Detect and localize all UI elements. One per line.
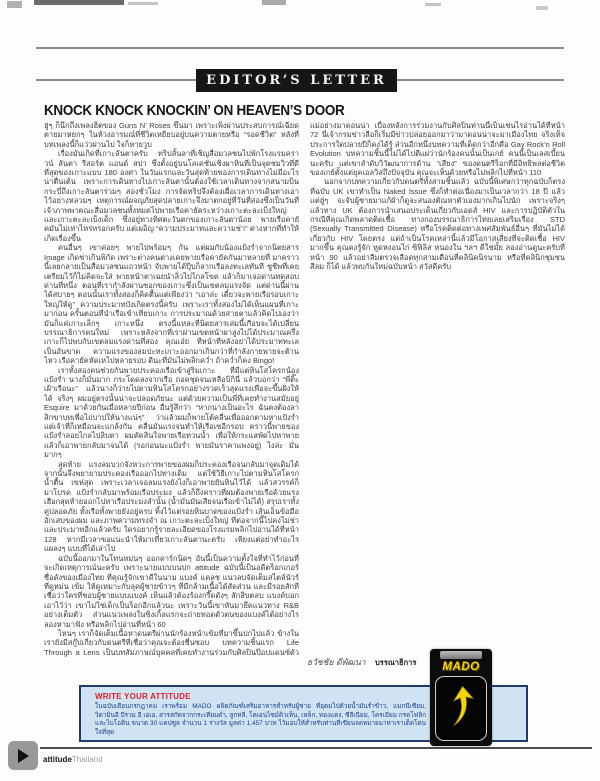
article-paragraph: คนอื่นๆ เขาค่อยๆ พายไปพร้อมๆ กัน แต่ผมกับน้องแป้งร่ำจากนิตยสาร Image เกิดช่าเกินพิกัด เพราะต่างคนต่างเคยพายเรือคายัคกันมาหลายที่ มาคราวนี้เลยกลายเป็นสื่อมวลชนแถวหน้า จับพายได้ปุ๊บก็ลากเรือลงทะเลทันที ชูชีพที่เคยเตรียมไว้ก็ไม่คิดจะใส่ พายหน้าตาเฉยนำลิ่วไปไกลโขด แล้วก็มาเจอด่านทดสอบด่านที่หนึ่ง ตอนที่เรากำลังผ่านซอกของเกาะซึ่งเป็นเขตลมแรงจัด แต่ด่านนี้ผ่านได้สบายๆ ตอนนั้นเราทั้งสองก็คิดตื้นแต่เพียงว่า “เอาล่ะ เดี๋ยวจะพายเรือรอบเกาะใหญ่ให้ดู” ความประมาทบังเกิดตรงนี้ครับ เพราะเราทั้งสองไม่ได้เห็นแผนที่เกาะมาก่อน ครั้นตอนที่นำเรือเข้าเทียบเกาะ การประมาณด้วยสายตาแล้วคิดไปเองว่ามันก็แค่เกาะเล็กๆ เกาะหนึ่ง ตรงนี้แหละที่นิตยสารเล่มนี้เกือบจะได้เปลี่ยนบรรณาธิการคนใหม่ เพราะหลังจากที่เราผ่านเขตหน้าผาสูงไปได้ประมาณครึ่งเกาะก็ไปพบกับเขตลมแรงด่านที่สอง คุณเอ๋ย ทีหน้าทีหลังอย่าได้ประมาททะเลเป็นอันขาด ความแรงของลมปะทะเกาะออกมาเกินกว่าที่กำลังกายพายจะต้านไหว เรือคายัคหัดเหไปหลายรอบ ดีนะที่มันไม่พลิกคว่ำ ถ้าคว่ำก็คง Bingo! [44, 243, 299, 366]
mado-arrow-panel [435, 676, 487, 741]
footer-brand-attitude: attitude [43, 755, 72, 764]
article-paragraph: สุดท้าย แรงลมบวกจังหวะการพายของผมก็ประคองเรือจนกลับมาจุดเดิมได้ จากนั้นจึงพยายามประคองเรือออกไปทางเดิม แต่ใช้วิธีเกาะไปตามหินโสโครกน้ำตื้น เขห่สุด เพราะเวลาเจอลมแรงยังไงก็เอาพายยันหินไว้ได้ แล้วสวรรค์ก็มาโปรด แป้งร่ำกลับมาพร้อมเรือประมง แล้วก็ถึงคราวที่ผมต้องพายเรือด้วยแรงเฮือกสุดท้ายออกไปหาเรือประมงลำนั้น (น้ำมันมันเสียจนเรือเข้าไม่ได้) สรุปเราทั้งคู่ปลอดภัย ทั้งเรือทั้งพายยังอยู่ครบ ทิ้งไว้แต่รอยหินบาดของแป้งร่ำ เส้นเอ็นข้อมืออักเสบของผม และภาพความทรงจำ ณ เกาะตะละเบ็งใหญ่ ที่ต่อจากนี้ไปคงไม่ช่าและประมาทอีกแล้วครับ ใครอยากรู้รายละเอียดของโรงแรมพลิกไปอ่านได้ที่หน้า 128 หากมีเวลาขอแนะนำให้มาเที่ยวเกาะลันตานะครับ เพียงแต่อย่าทำอะไรแผลงๆ แบบที่ได้เล่าไป [44, 459, 299, 554]
page-title: KNOCK KNOCK KNOCKIN’ ON HEAVEN’S DOOR [44, 101, 345, 119]
scan-smudge [425, 3, 441, 6]
article-paragraph: ฉบับนี้ออกมาในโทนหม่นๆ ออกดาร์กนิดๆ อันนี้เป็นความตั้งใจที่ทำไว้ก่อนที่จะเกิดเหตุการณ์นะครับ เพราะนายแบบบนปก attitude ฉบับนี้เป็นอดีตร็อกเกอร์ชื่อดังของเมืองไทย ที่คุณรู้จักเขาดีในนาม แบงค์ แคลช แนวลบจัดเต็มสไตล์นัวร์ ที่ดูหม่น เข้ม ให้ดูเหมาะกับลุคผู้ชายข้าวๆ ที่มีกล้ามเนื้อได้สัดส่วน และมีรอยสักที่เชื่อว่าใครที่ชอบผู้ชายแบบแบงค์ เห็นแล้วต้องร้องกรี๊ดดังๆ สักสิบตลบ แบงค์บอกเอาไว้ว่า เขาไม่ใช่เด็กเป็นร็อกอีกแล้วนะ เพราะวันนี้เขาหันมายึดแนวทาง R&B อย่างเต็มตัว ส่วนแนวเพลงในซิงเกิ้ลแรกจะถ่ายทอดตัวตนของแบงค์ได้อย่างไร ลองหามาฟัง หรือพลิกไปอ่านที่หน้า 60 [44, 553, 299, 629]
article-paragraph: เราทั้งสองคนช่วยกันพายประคองเรือเข้าสู่ริมเกาะ ที่มีแต่หินโสโครกน้องแป้งร่ำ นางก็มั่นมาก กระโดดลงจากเรือ ถอดชุดจนเหลือบิกินี่ แล้วบอกว่า “พี่ติ๊ะเฝ้าเรือนะ” แล้วนางก็ว่ายไปตามหินโสโครกอย่างรวดเร็วสุดแรงเพื่อจะขึ้นฝั่งให้ได้ จริงๆ ผมอยู่ตรงนั้นน่าจะปลอดภัยนะ แต่ด้วยความเป็นพี่ที่เคยทำงานสมัยอยู่ Esquire มาด้วยกันเมื่อหลายปีก่อน อื่นรู้สึกว่า “หากนางเป็นอะไร ฉันคงต้องลาสิกขาบทเพื่อไถ่บาปให้นางแน่ๆ” ว่าแล้วผมก็พายโต้คลื่นเพื่อออกตามหาแป้งร่ำ แต่เจ้าที่ก็เหมือนจะแกล้งกัน คลื่นมันแรงจนทำให้เรือเซอีกรอบ คราวนี้พายของแป้งร่ำลอยไกลไปลิบตา ผมตัดสินใจพายเรือทวนน้ำ เพื่อให้กระแสพัดไปหาพาย แล้วก็เอาพายกลับมาจนได้ (รอก่อนนะแป้งร่ำ พายมันราคาแพงอยู่) ไงล่ะ มั่นมากๆ [44, 365, 299, 460]
mado-cap [440, 651, 482, 659]
scan-smudge [536, 6, 548, 10]
article-body [44, 121, 565, 665]
scan-smudge [34, 0, 124, 5]
article-paragraph: เรื่องมันเกิดที่เกาะลันตาครับ ทริปลั้นลาที่เชิญสื่อมวลชนไปพักโรงแรมคราวน์ ลันตา รีสอร์ต แอนด์ สปา ซึ่งตั้งอยู่บนโลเคชั่นเชิงผาหินที่เป็นจุดชมวิวที่ดีที่สุดของเกาะแบบ 180 องศา ในวันแรกและวันสุดท้ายของการเดินทางไม่มีอะไรน่าตื่นเต้น เพราะการเดินทางไปเกาะลันตานั้นต้องใช้เวลาเดินทางจากสนามบินกระบี่ถึงเกาะลันตาร่วมๆ สองชั่วโมง การจัดทริปจึงต้องเผื่อเวลาการเดินทางเอาไว้อย่างหลวมๆ เหตุการณ์ผจญภัยสุดปลายเกาะจึงมาตกอยู่ที่วันที่สองซึ่งเป็นวันที่เจ้าภาพพาคณะสื่อมวลชนทั้งหมดไปพายเรือคายัคระหว่างเกาะตะละเบ็งใหญ่และเกาะตะละเบ็งเด็ก ซึ่งอยู่ทางทิศตะวันตกของเกาะลันตาน้อย พายเรือคายัคมันไม่เท่าไหร่หรอกครับ แต่เผอิญ “ความประมาทและความช่า” ต่างหากที่ทำให้เกิดเรื่องขึ้น [44, 149, 299, 243]
promo-heading: WRITE YOUR ATTITUDE [95, 692, 191, 701]
mado-brand-label: MADO [442, 661, 480, 673]
signature-title: บรรณาธิการ [375, 658, 417, 667]
section-banner [196, 69, 397, 92]
footer-brand-thailand: Thailand [71, 755, 103, 764]
promo-body: ในฉบับเดือนกรกฎาคม เราพร้อม MADO ผลิตภัณฑ์เสริมอาหารสำหรับผู้ชาย ที่อุดมไปด้วยน้ำมันรำข้าว, แมกนีเซียม, วิตามินอี บีรวม อี เอเอ, สารสกัดจากกระเทียมดำ, ลูกหลี, โคเอนไซม์คิวเท็น, เหล็ก, ทองแดง, ซีลีเนียม, โครเมียม กรดโฟลิก และไบโอติน ขนาด 30 แคปซูล จำนวน 1 รางวัล มูลค่า 1,457 บาท ไว้มอบให้สำหรับท่านที่เขียนจดหมายมาหาเราเด็ดโดนใจที่สุด [95, 703, 426, 736]
footer-rule [40, 747, 592, 749]
play-icon [8, 741, 38, 770]
arrow-up-icon [444, 683, 478, 734]
scan-smudge [128, 2, 158, 5]
mado-product-image [430, 649, 492, 746]
scan-smudge [7, 1, 22, 8]
article-paragraph: นอกจากบทความเกี่ยวกับดนตรีทั้งสามชิ้นแล้ว ฉบับนี้พิเศษกว่าทุกฉบับก็ตรงที่ฉบับ UK เขาทำเป็น Naked Issue ซึ่งก็ทำต่อเนื่องมาเป็นเวลากว่า 18 ปี แล้ว แต่ฮู่ๆ จะจับผู้ชายมาแก้ผ้าก็ดูจะสนองตัณหาตัวเองมากเกินไปนัก เพราะจริงๆ แล้วทาง UK ต้องการนำเสนอประเด็นเกี่ยวกับเอดส์ HIV และการปฏิบัติตัวในกรณีที่คุณเกิดพลาดติดเชื้อ ทางกองบรรณาธิการไทยเลยเสริมเรื่อง STD (Sexually Transmitted Disease) หรือโรคติดต่อทางเพศสัมพันธ์อื่นๆ ที่มันไม่ได้เกี่ยวกับ HIV โดยตรง แต่ถ้าเป็นโรคเหล่านี้แล้วมีโอกาสเสี่ยงที่จะติดเชื้อ HIV มากขึ้น คุณคงรู้จัก หูดหงอนไก่ ซิฟิลิส หนองใน ฯลฯ ดีใช่มั้ย ลองอ่านดูนะครับที่หน้า 90 แล้วอย่าลืมตรวจเลือดทุกสามเดือนที่คลินิคนิรนาม หรือที่คลินิกชุมชนสีลม ก็ได้ แล้วพบกันใหม่ฉบับหน้า สวัสดีครับ [310, 177, 565, 272]
scan-smudge [262, 0, 286, 5]
footer-brand [43, 755, 103, 764]
section-label: EDITOR’S LETTER [206, 73, 387, 88]
article-paragraph: ฮู่ๆ ก็นึกถึงเพลงฮิตของ Guns N’ Roses ขึ้นมา เพราะเพิ่งผ่านประสบการณ์เฉียดตายมาหยกๆ ในห้วงอารมณ์ที่ชีวิตเหยียบอยู่บนความตายหรือ “รอดชีวิต” หลังที่บทเพลงนี้ก็แว่วผ่านไป ใจก็หายวูบ [44, 121, 299, 149]
signature-name: ธวัชชัย ดีพัฒนา [307, 658, 366, 668]
top-rule [36, 47, 564, 49]
article-paragraph: ไหนๆ เราก็จัดเต็มเนื้อหาดนตรีผ่านนักร้องหน้าเข้มที่มาขึ้นปกไปแล้ว ข้างในเรายังมีสกู๊ปเกี่ยวกับดนตรีที่เชื่อว่าคุณจะต้องชื่นชอบ บทความชิ้นแรก Life Through a Lens เป็นบทสัมภาษณ์บุคคลที่เคยทำงานร่วมกับศิลปินป๊อปแดนซ์ตัวแม่อย่างมาดอนน่า เบื้องหลังการร่วมงานกับศิลปินท่านนี้เป็นเช่นไรอ่านได้ที่หน้า 72 นี่เจ้ากรมข่าวลือก็เริ่มมีข่าวปล่อยออกมาว่ามาดอนน่าจะมาเมืองไทย จริงเท็จประการใดปลายปีก็คงได้รู้ ส่วนอีกหนึ่งบทความที่เด็ดกว่าอีกคือ Gay Rock’n Roll Evolution บทความชิ้นนี้ไม่ได้ไปตีแผ่ว่านักร้องคนนั้นเป็นเกย์ คนนี้เป็นเลสเบี้ยนนะครับ แต่เขาลำดับวิวัฒนาการด้าน “เสียง” ของดนตรีร็อกที่มีอิทธิพลต่อชีวิตของเกย์ตั้งแต่ยุคเอลวิสถึงปัจจุบัน คุณจะเห็นด้วยหรือไม่พลิกไปที่หน้า 110 [44, 121, 565, 657]
